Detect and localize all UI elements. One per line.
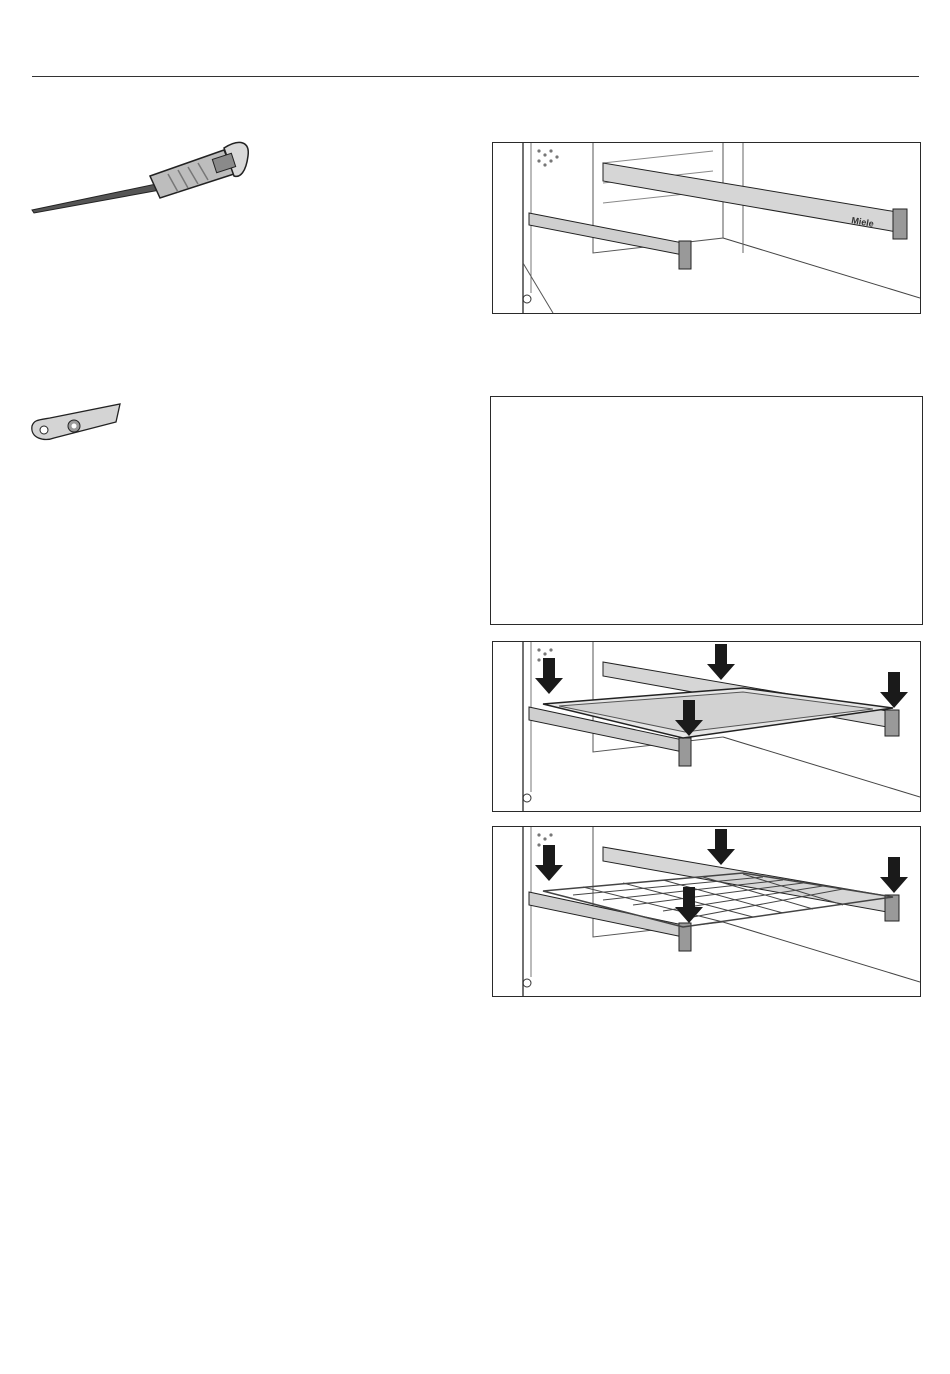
probe-icon: [28, 132, 260, 222]
tray-placement-icon: [493, 642, 920, 811]
brand-mark: Miele: [850, 215, 875, 229]
oven-rails-figure: [492, 142, 921, 314]
empty-figure-panel: [490, 396, 923, 625]
oven-interior-icon: [493, 143, 920, 313]
key-tool-icon: [26, 400, 122, 446]
header-rule: [32, 76, 919, 77]
tray-on-rails-figure: [492, 641, 921, 812]
meat-probe-illustration: [28, 132, 260, 222]
rack-placement-icon: [493, 827, 920, 996]
key-tool-illustration: [26, 400, 122, 446]
rack-on-rails-figure: [492, 826, 921, 997]
